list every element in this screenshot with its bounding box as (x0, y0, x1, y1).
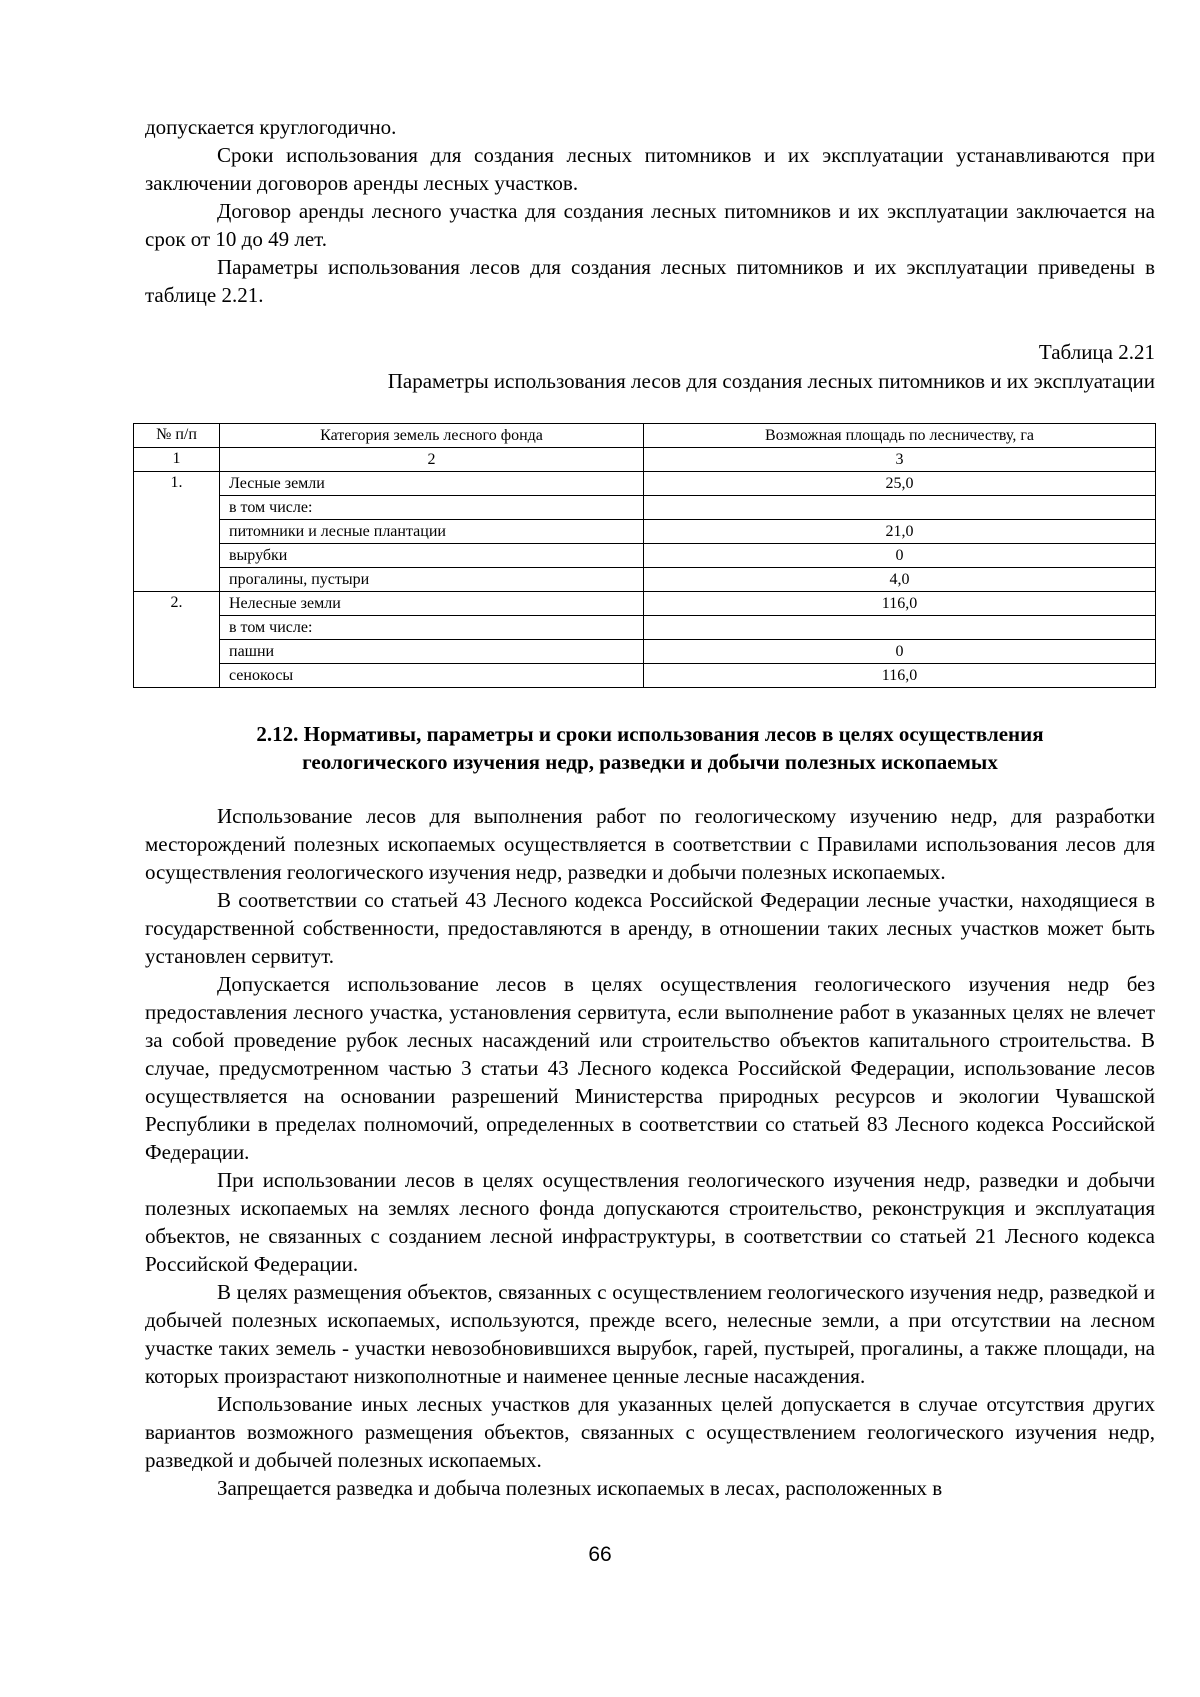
category-cell: Нелесные земли (220, 592, 644, 616)
table-row (134, 616, 1156, 640)
paragraph: Договор аренды лесного участка для создания лесных питомников и их эксплуатации заключается на срок от 10 до 49 лет. (145, 199, 1155, 251)
category-cell: питомники и лесные плантации (220, 520, 644, 544)
paragraph: Параметры использования лесов для создания лесных питомников и их эксплуатации приведены в таблице 2.21. (145, 255, 1155, 307)
table-row (134, 472, 1156, 496)
body-text (145, 802, 1155, 1502)
table-row (134, 520, 1156, 544)
table-row (134, 568, 1156, 592)
paragraph: Сроки использования для создания лесных питомников и их эксплуатации устанавливаются при заключении договоров аренды лесных участков. (145, 143, 1155, 195)
table-number: Таблица 2.21 (1038, 340, 1155, 364)
intro-text (145, 113, 1155, 309)
table-row (134, 592, 1156, 616)
page-number: 66 (588, 1543, 612, 1566)
paragraph: Использование иных лесных участков для указанных целей допускается в случае отсутствия других вариантов возможного размещения объектов, связанных с осуществлением геологического изучения недр, разведкой и добычей полезных ископаемых. (145, 1392, 1155, 1472)
paragraph: допускается круглогодично. (145, 115, 397, 139)
area-cell (644, 616, 1156, 640)
section-heading-line: геологического изучения недр, разведки и добычи полезных ископаемых (302, 750, 998, 774)
paragraph: Допускается использование лесов в целях осуществления геологического изучения недр без предоставления лесного участка, установления сервитута, если выполнение работ в указанных целях не влечет за собой проведение рубок лесных насаждений или строительство объектов капитального строительства. В случае, предусмотренном частью 3 статьи 43 Лесного кодекса Российской Федерации, использование лесов осуществляется на основании разрешений Министерства природных ресурсов и экологии Чувашской Республики в пределах полномочий, определенных в соответствии со статьей 83 Лесного кодекса Российской Федерации. (145, 972, 1155, 1164)
parameters-table (133, 423, 1156, 688)
paragraph: В соответствии со статьей 43 Лесного кодекса Российской Федерации лесные участки, находящиеся в государственной собственности, предоставляются в аренду, в отношении таких лесных участков может быть установлен сервитут. (145, 888, 1155, 968)
paragraph: В целях размещения объектов, связанных с осуществлением геологического изучения недр, разведкой и добычей полезных ископаемых, используются, прежде всего, нелесные земли, а при отсутствии на лесном участке таких земель - участки невозобновившихся вырубок, гарей, пустырей, прогалины, а также площади, на которых произрастают низкополнотные и наименее ценные лесные насаждения. (145, 1280, 1155, 1388)
category-cell: Лесные земли (220, 472, 644, 496)
header-number-cell: 3 (644, 448, 1156, 472)
area-cell: 0 (644, 640, 1156, 664)
table-header-row (134, 424, 1156, 448)
header-number-cell: 1 (134, 448, 220, 472)
category-cell: в том числе: (220, 616, 644, 640)
category-cell: прогалины, пустыри (220, 568, 644, 592)
category-cell: вырубки (220, 544, 644, 568)
category-cell: пашни (220, 640, 644, 664)
paragraph: Запрещается разведка и добыча полезных ископаемых в лесах, расположенных в (217, 1476, 943, 1500)
area-cell: 0 (644, 544, 1156, 568)
header-cell-category: Категория земель лесного фонда (220, 424, 644, 448)
row-number-cell: 1. (134, 472, 220, 592)
area-cell (644, 496, 1156, 520)
category-cell: в том числе: (220, 496, 644, 520)
area-cell: 4,0 (644, 568, 1156, 592)
category-cell: сенокосы (220, 664, 644, 688)
paragraph: При использовании лесов в целях осуществления геологического изучения недр, разведки и добычи полезных ископаемых на землях лесного фонда допускаются строительство, реконструкция и эксплуатация объектов, не связанных с созданием лесной инфраструктуры, в соответствии со статьей 21 Лесного кодекса Российской Федерации. (145, 1168, 1155, 1276)
section-heading-line: 2.12. Нормативы, параметры и сроки использования лесов в целях осуществления (256, 722, 1044, 746)
table-row (134, 640, 1156, 664)
header-number-cell: 2 (220, 448, 644, 472)
header-cell-number: № п/п (134, 424, 220, 448)
table-title: Параметры использования лесов для создания лесных питомников и их эксплуатации (387, 369, 1155, 393)
table-row (134, 496, 1156, 520)
header-cell-area: Возможная площадь по лесничеству, га (644, 424, 1156, 448)
area-cell: 116,0 (644, 664, 1156, 688)
table-row (134, 664, 1156, 688)
row-number-cell: 2. (134, 592, 220, 688)
table-row (134, 544, 1156, 568)
area-cell: 25,0 (644, 472, 1156, 496)
area-cell: 116,0 (644, 592, 1156, 616)
section-heading (145, 720, 1155, 776)
paragraph: Использование лесов для выполнения работ по геологическому изучению недр, для разработки месторождений полезных ископаемых осуществляется в соответствии с Правилами использования лесов для осуществления геологического изучения недр, разведки и добычи полезных ископаемых. (145, 804, 1155, 884)
table-numbering-row (134, 448, 1156, 472)
area-cell: 21,0 (644, 520, 1156, 544)
